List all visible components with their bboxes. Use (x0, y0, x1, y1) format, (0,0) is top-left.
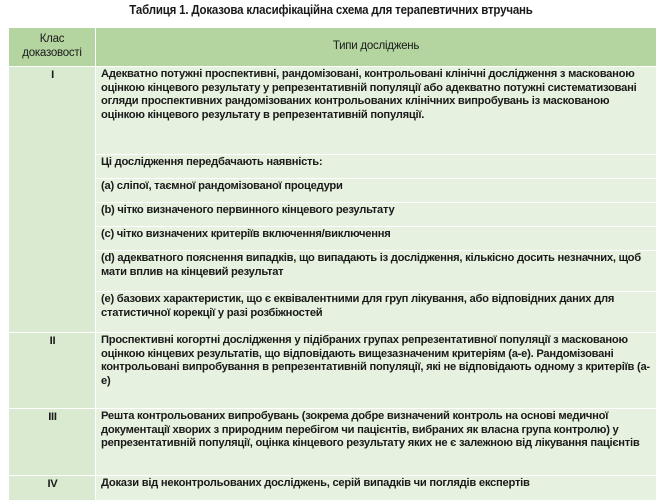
criterion-a-cell: (a) сліпої, таємної рандомізованої процедури (96, 179, 657, 203)
table-row (9, 292, 657, 333)
header-study-types: Типи досліджень (96, 28, 657, 67)
criterion-d-cell: (d) адекватного пояснення випадків, що випадають із дослідження, кількісно досить незначних, щоб мати вплив на кінцевий результат (96, 251, 657, 292)
study-type-cell: Проспективні когортні дослідження у підібраних групах репрезентативної популяції з маскованою оцінкою кінцевих результатів, що відповідають вищезазначеним критеріям (a-e). Рандомізовані контрольовані випробування в репрезентативній популяції, які не відповідають одному з критеріїв (a-e) (96, 333, 657, 409)
criterion-e-cell: (e) базових характеристик, що є еквівалентними для груп лікування, або відповідних даних для статистичної корекції у разі розбіжностей (96, 292, 657, 333)
header-class-line1: Клас (39, 33, 65, 46)
table-header-row (9, 28, 657, 67)
study-type-cell: Докази від неконтрольованих досліджень, серій випадків чи поглядів експертів (96, 476, 657, 501)
table-row (9, 155, 657, 179)
table-row (9, 227, 657, 251)
criteria-intro-cell: Ці дослідження передбачають наявність: (96, 155, 657, 179)
study-type-cell: Адекватно потужні проспективні, рандомізовані, контрольовані клінічні дослідження з маскованою оцінкою кінцевого результату у репрезентативній популяції або адекватно потужні систематизовані огляди проспективних рандомізованих контрольованих клінічних випробувань із маскованою оцінкою кінцевого результату в репрезентативній популяції. (96, 67, 657, 155)
class-cell: II (9, 333, 96, 409)
class-cell: III (9, 409, 96, 476)
criterion-c-cell: (c) чітко визначених критеріїв включення/виключення (96, 227, 657, 251)
class-cell: IV (9, 476, 96, 501)
header-class-line2: доказовості (22, 47, 82, 59)
table-row (9, 67, 657, 155)
table-title: Таблиця 1. Доказова класифікаційна схема для терапевтичних втручань (129, 3, 533, 17)
table-row (9, 409, 657, 476)
table-row (9, 203, 657, 227)
header-evidence-class (9, 28, 96, 67)
class-cell: I (9, 67, 96, 333)
criterion-b-cell: (b) чітко визначеного первинного кінцевого результату (96, 203, 657, 227)
table-row (9, 333, 657, 409)
study-type-cell: Решта контрольованих випробувань (зокрема добре визначений контроль на основі медичної документації хворих з природним перебігом чи пацієнтів, вибраних як власна група контролю) у репрезентативній популяції, оцінка кінцевого результату яких не є залежною від лікування пацієнтів (96, 409, 657, 476)
table-row (9, 476, 657, 501)
table-row (9, 179, 657, 203)
evidence-classification-table (8, 27, 657, 501)
table-row (9, 251, 657, 292)
